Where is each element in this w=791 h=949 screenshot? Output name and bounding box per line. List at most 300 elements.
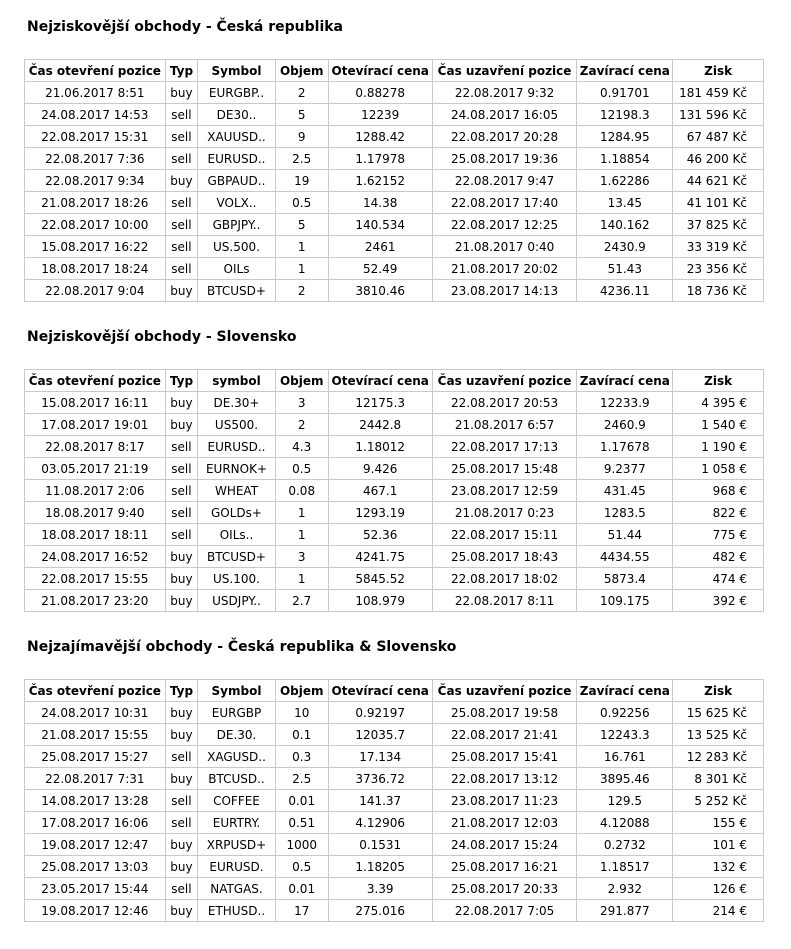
cell-close-time: 22.08.2017 8:11: [432, 590, 577, 612]
cell-open-price: 1.62152: [328, 170, 432, 192]
cell-open-time: 24.08.2017 10:31: [25, 702, 166, 724]
cell-volume: 3: [275, 392, 328, 414]
cell-close-price: 1.18854: [577, 148, 673, 170]
column-header-close-time: Čas uzavření pozice: [432, 680, 577, 702]
cell-volume: 1: [275, 524, 328, 546]
cell-close-price: 1.18517: [577, 856, 673, 878]
cell-open-price: 2442.8: [328, 414, 432, 436]
cell-close-price: 51.44: [577, 524, 673, 546]
cell-open-time: 22.08.2017 9:04: [25, 280, 166, 302]
cell-type: sell: [165, 436, 198, 458]
cell-symbol: GBPJPY..: [198, 214, 275, 236]
cell-type: sell: [165, 104, 198, 126]
cell-volume: 17: [275, 900, 328, 922]
cell-volume: 0.3: [275, 746, 328, 768]
cell-volume: 1000: [275, 834, 328, 856]
cell-profit: 4 395 €: [673, 392, 764, 414]
cell-open-price: 4.12906: [328, 812, 432, 834]
cell-symbol: BTCUSD..: [198, 768, 275, 790]
cell-volume: 19: [275, 170, 328, 192]
column-header-symbol: Symbol: [198, 60, 275, 82]
cell-type: sell: [165, 790, 198, 812]
cell-close-price: 291.877: [577, 900, 673, 922]
cell-open-price: 12239: [328, 104, 432, 126]
table-row: [25, 170, 764, 192]
cell-symbol: OILs..: [198, 524, 275, 546]
cell-volume: 2.5: [275, 768, 328, 790]
cell-open-time: 14.08.2017 13:28: [25, 790, 166, 812]
cell-profit: 968 €: [673, 480, 764, 502]
cell-open-time: 21.08.2017 18:26: [25, 192, 166, 214]
column-header-type: Typ: [165, 60, 198, 82]
table-row: [25, 546, 764, 568]
column-header-symbol: Symbol: [198, 680, 275, 702]
cell-profit: 822 €: [673, 502, 764, 524]
table-header-row: [25, 370, 764, 392]
cell-volume: 2.7: [275, 590, 328, 612]
cell-open-time: 22.08.2017 10:00: [25, 214, 166, 236]
trades-table: [24, 59, 764, 302]
cell-close-price: 4.12088: [577, 812, 673, 834]
cell-symbol: COFFEE: [198, 790, 275, 812]
cell-symbol: GOLDs+: [198, 502, 275, 524]
cell-profit: 5 252 Kč: [673, 790, 764, 812]
table-row: [25, 126, 764, 148]
column-header-close-price: Zavírací cena: [577, 60, 673, 82]
table-row: [25, 258, 764, 280]
cell-type: sell: [165, 812, 198, 834]
cell-open-time: 23.05.2017 15:44: [25, 878, 166, 900]
cell-open-time: 15.08.2017 16:22: [25, 236, 166, 258]
cell-volume: 0.1: [275, 724, 328, 746]
cell-open-time: 15.08.2017 16:11: [25, 392, 166, 414]
table-row: [25, 214, 764, 236]
cell-type: buy: [165, 82, 198, 104]
cell-type: sell: [165, 192, 198, 214]
column-header-profit: Zisk: [673, 60, 764, 82]
cell-volume: 0.08: [275, 480, 328, 502]
cell-symbol: US500.: [198, 414, 275, 436]
cell-profit: 775 €: [673, 524, 764, 546]
cell-open-price: 1288.42: [328, 126, 432, 148]
cell-open-time: 17.08.2017 16:06: [25, 812, 166, 834]
trades-table: [24, 679, 764, 922]
table-header-row: [25, 60, 764, 82]
column-header-close-time: Čas uzavření pozice: [432, 60, 577, 82]
cell-symbol: WHEAT: [198, 480, 275, 502]
table-row: [25, 236, 764, 258]
cell-open-time: 21.08.2017 15:55: [25, 724, 166, 746]
cell-open-price: 1.17978: [328, 148, 432, 170]
cell-symbol: US.100.: [198, 568, 275, 590]
cell-symbol: US.500.: [198, 236, 275, 258]
cell-close-time: 21.08.2017 0:23: [432, 502, 577, 524]
cell-open-price: 52.49: [328, 258, 432, 280]
cell-close-price: 2.932: [577, 878, 673, 900]
cell-profit: 1 540 €: [673, 414, 764, 436]
cell-open-time: 22.08.2017 7:31: [25, 768, 166, 790]
cell-close-time: 25.08.2017 18:43: [432, 546, 577, 568]
cell-close-time: 23.08.2017 11:23: [432, 790, 577, 812]
cell-type: buy: [165, 724, 198, 746]
cell-close-price: 9.2377: [577, 458, 673, 480]
cell-profit: 44 621 Kč: [673, 170, 764, 192]
table-row: [25, 724, 764, 746]
cell-open-time: 22.08.2017 15:55: [25, 568, 166, 590]
cell-close-time: 22.08.2017 9:32: [432, 82, 577, 104]
cell-close-price: 12233.9: [577, 392, 673, 414]
cell-open-price: 1.18012: [328, 436, 432, 458]
column-header-open-price: Otevírací cena: [328, 680, 432, 702]
table-row: [25, 414, 764, 436]
table-row: [25, 590, 764, 612]
cell-open-price: 141.37: [328, 790, 432, 812]
cell-volume: 0.01: [275, 790, 328, 812]
cell-close-time: 25.08.2017 20:33: [432, 878, 577, 900]
table-row: [25, 702, 764, 724]
table-row: [25, 790, 764, 812]
column-header-profit: Zisk: [673, 370, 764, 392]
cell-profit: 214 €: [673, 900, 764, 922]
cell-type: buy: [165, 392, 198, 414]
table-row: [25, 768, 764, 790]
column-header-close-time: Čas uzavření pozice: [432, 370, 577, 392]
cell-open-price: 3736.72: [328, 768, 432, 790]
cell-symbol: VOLX..: [198, 192, 275, 214]
cell-open-price: 140.534: [328, 214, 432, 236]
cell-type: sell: [165, 524, 198, 546]
cell-open-time: 22.08.2017 9:34: [25, 170, 166, 192]
cell-close-time: 21.08.2017 0:40: [432, 236, 577, 258]
cell-close-price: 2460.9: [577, 414, 673, 436]
cell-type: sell: [165, 502, 198, 524]
cell-volume: 1: [275, 568, 328, 590]
cell-profit: 8 301 Kč: [673, 768, 764, 790]
cell-type: buy: [165, 568, 198, 590]
cell-close-time: 22.08.2017 13:12: [432, 768, 577, 790]
cell-open-price: 275.016: [328, 900, 432, 922]
cell-volume: 0.51: [275, 812, 328, 834]
cell-open-price: 5845.52: [328, 568, 432, 590]
cell-profit: 392 €: [673, 590, 764, 612]
cell-volume: 2: [275, 414, 328, 436]
table-row: [25, 524, 764, 546]
cell-profit: 23 356 Kč: [673, 258, 764, 280]
cell-type: buy: [165, 702, 198, 724]
column-header-volume: Objem: [275, 370, 328, 392]
cell-symbol: EURGBP: [198, 702, 275, 724]
cell-close-time: 25.08.2017 16:21: [432, 856, 577, 878]
table-row: [25, 458, 764, 480]
cell-open-price: 0.92197: [328, 702, 432, 724]
trades-table: [24, 369, 764, 612]
cell-close-price: 431.45: [577, 480, 673, 502]
cell-volume: 10: [275, 702, 328, 724]
cell-profit: 13 525 Kč: [673, 724, 764, 746]
column-header-open-price: Otevírací cena: [328, 60, 432, 82]
cell-open-price: 1293.19: [328, 502, 432, 524]
cell-close-time: 25.08.2017 15:48: [432, 458, 577, 480]
table-row: [25, 436, 764, 458]
column-header-profit: Zisk: [673, 680, 764, 702]
cell-symbol: EURTRY.: [198, 812, 275, 834]
cell-close-time: 22.08.2017 18:02: [432, 568, 577, 590]
cell-symbol: OILs: [198, 258, 275, 280]
cell-type: buy: [165, 170, 198, 192]
cell-profit: 33 319 Kč: [673, 236, 764, 258]
table-row: [25, 878, 764, 900]
cell-open-price: 1.18205: [328, 856, 432, 878]
cell-volume: 2.5: [275, 148, 328, 170]
cell-profit: 46 200 Kč: [673, 148, 764, 170]
cell-volume: 0.5: [275, 856, 328, 878]
cell-symbol: DE.30+: [198, 392, 275, 414]
cell-close-time: 22.08.2017 17:40: [432, 192, 577, 214]
column-header-open-time: Čas otevření pozice: [25, 60, 166, 82]
cell-close-price: 140.162: [577, 214, 673, 236]
cell-type: buy: [165, 414, 198, 436]
cell-open-price: 12035.7: [328, 724, 432, 746]
cell-close-price: 109.175: [577, 590, 673, 612]
cell-close-price: 1283.5: [577, 502, 673, 524]
cell-close-time: 22.08.2017 17:13: [432, 436, 577, 458]
cell-close-price: 2430.9: [577, 236, 673, 258]
column-header-volume: Objem: [275, 60, 328, 82]
cell-close-price: 5873.4: [577, 568, 673, 590]
cell-close-time: 21.08.2017 6:57: [432, 414, 577, 436]
cell-open-time: 18.08.2017 9:40: [25, 502, 166, 524]
cell-close-price: 1.62286: [577, 170, 673, 192]
table-row: [25, 148, 764, 170]
cell-open-time: 11.08.2017 2:06: [25, 480, 166, 502]
cell-symbol: USDJPY..: [198, 590, 275, 612]
cell-symbol: NATGAS.: [198, 878, 275, 900]
cell-type: sell: [165, 746, 198, 768]
table-row: [25, 900, 764, 922]
cell-type: buy: [165, 768, 198, 790]
cell-close-price: 13.45: [577, 192, 673, 214]
cell-profit: 181 459 Kč: [673, 82, 764, 104]
cell-symbol: GBPAUD..: [198, 170, 275, 192]
cell-open-price: 3.39: [328, 878, 432, 900]
cell-close-time: 22.08.2017 21:41: [432, 724, 577, 746]
cell-symbol: BTCUSD+: [198, 280, 275, 302]
cell-profit: 101 €: [673, 834, 764, 856]
table-row: [25, 834, 764, 856]
cell-symbol: EURUSD.: [198, 856, 275, 878]
cell-open-price: 108.979: [328, 590, 432, 612]
column-header-open-price: Otevírací cena: [328, 370, 432, 392]
column-header-type: Typ: [165, 680, 198, 702]
cell-open-price: 12175.3: [328, 392, 432, 414]
cell-type: buy: [165, 546, 198, 568]
cell-open-time: 17.08.2017 19:01: [25, 414, 166, 436]
cell-close-price: 1284.95: [577, 126, 673, 148]
cell-profit: 155 €: [673, 812, 764, 834]
cell-close-price: 0.92256: [577, 702, 673, 724]
cell-open-price: 2461: [328, 236, 432, 258]
cell-open-price: 0.1531: [328, 834, 432, 856]
cell-open-time: 22.08.2017 7:36: [25, 148, 166, 170]
cell-open-price: 4241.75: [328, 546, 432, 568]
cell-close-price: 51.43: [577, 258, 673, 280]
cell-profit: 67 487 Kč: [673, 126, 764, 148]
table-row: [25, 280, 764, 302]
cell-open-time: 22.08.2017 8:17: [25, 436, 166, 458]
cell-profit: 41 101 Kč: [673, 192, 764, 214]
cell-open-time: 25.08.2017 13:03: [25, 856, 166, 878]
cell-open-time: 03.05.2017 21:19: [25, 458, 166, 480]
cell-symbol: EURNOK+: [198, 458, 275, 480]
cell-type: buy: [165, 280, 198, 302]
cell-type: sell: [165, 236, 198, 258]
cell-symbol: XRPUSD+: [198, 834, 275, 856]
column-header-close-price: Zavírací cena: [577, 680, 673, 702]
cell-close-time: 23.08.2017 12:59: [432, 480, 577, 502]
cell-close-time: 24.08.2017 16:05: [432, 104, 577, 126]
section-title: Nejziskovější obchody - Slovensko: [27, 329, 297, 345]
table-row: [25, 392, 764, 414]
cell-symbol: EURUSD..: [198, 148, 275, 170]
cell-open-price: 0.88278: [328, 82, 432, 104]
cell-close-time: 22.08.2017 20:53: [432, 392, 577, 414]
cell-close-time: 21.08.2017 20:02: [432, 258, 577, 280]
cell-profit: 15 625 Kč: [673, 702, 764, 724]
section-title: Nejziskovější obchody - Česká republika: [27, 19, 343, 35]
cell-volume: 3: [275, 546, 328, 568]
cell-symbol: XAGUSD..: [198, 746, 275, 768]
cell-open-time: 18.08.2017 18:11: [25, 524, 166, 546]
table-row: [25, 812, 764, 834]
cell-volume: 1: [275, 502, 328, 524]
column-header-close-price: Zavírací cena: [577, 370, 673, 392]
cell-volume: 4.3: [275, 436, 328, 458]
cell-symbol: DE30..: [198, 104, 275, 126]
cell-open-time: 18.08.2017 18:24: [25, 258, 166, 280]
table-row: [25, 746, 764, 768]
cell-volume: 5: [275, 214, 328, 236]
cell-close-price: 0.2732: [577, 834, 673, 856]
cell-open-price: 9.426: [328, 458, 432, 480]
table-row: [25, 192, 764, 214]
cell-symbol: EURGBP..: [198, 82, 275, 104]
cell-open-price: 467.1: [328, 480, 432, 502]
cell-open-time: 22.08.2017 15:31: [25, 126, 166, 148]
cell-type: buy: [165, 856, 198, 878]
cell-type: sell: [165, 878, 198, 900]
cell-open-time: 24.08.2017 16:52: [25, 546, 166, 568]
cell-close-price: 16.761: [577, 746, 673, 768]
cell-open-price: 17.134: [328, 746, 432, 768]
cell-close-time: 25.08.2017 15:41: [432, 746, 577, 768]
cell-open-price: 14.38: [328, 192, 432, 214]
cell-symbol: XAUUSD..: [198, 126, 275, 148]
cell-volume: 2: [275, 82, 328, 104]
cell-open-time: 25.08.2017 15:27: [25, 746, 166, 768]
table-row: [25, 856, 764, 878]
cell-symbol: EURUSD..: [198, 436, 275, 458]
cell-close-time: 24.08.2017 15:24: [432, 834, 577, 856]
cell-type: sell: [165, 126, 198, 148]
cell-profit: 474 €: [673, 568, 764, 590]
cell-open-time: 19.08.2017 12:46: [25, 900, 166, 922]
cell-volume: 1: [275, 236, 328, 258]
cell-volume: 9: [275, 126, 328, 148]
cell-type: buy: [165, 834, 198, 856]
cell-close-time: 22.08.2017 15:11: [432, 524, 577, 546]
cell-close-time: 22.08.2017 9:47: [432, 170, 577, 192]
cell-volume: 0.5: [275, 192, 328, 214]
cell-profit: 1 190 €: [673, 436, 764, 458]
cell-symbol: DE.30.: [198, 724, 275, 746]
cell-type: buy: [165, 590, 198, 612]
cell-profit: 126 €: [673, 878, 764, 900]
column-header-open-time: Čas otevření pozice: [25, 680, 166, 702]
cell-type: sell: [165, 214, 198, 236]
cell-open-price: 52.36: [328, 524, 432, 546]
cell-volume: 5: [275, 104, 328, 126]
table-row: [25, 82, 764, 104]
table-row: [25, 502, 764, 524]
cell-volume: 0.5: [275, 458, 328, 480]
table-header-row: [25, 680, 764, 702]
section-title: Nejzajímavější obchody - Česká republika & Slovensko: [27, 639, 457, 655]
cell-volume: 2: [275, 280, 328, 302]
cell-close-time: 22.08.2017 20:28: [432, 126, 577, 148]
cell-symbol: BTCUSD+: [198, 546, 275, 568]
cell-profit: 37 825 Kč: [673, 214, 764, 236]
cell-open-time: 24.08.2017 14:53: [25, 104, 166, 126]
column-header-type: Typ: [165, 370, 198, 392]
cell-close-time: 25.08.2017 19:36: [432, 148, 577, 170]
cell-open-time: 21.06.2017 8:51: [25, 82, 166, 104]
cell-close-price: 3895.46: [577, 768, 673, 790]
cell-close-time: 25.08.2017 19:58: [432, 702, 577, 724]
cell-close-time: 22.08.2017 7:05: [432, 900, 577, 922]
table-row: [25, 104, 764, 126]
cell-close-price: 0.91701: [577, 82, 673, 104]
cell-volume: 0.01: [275, 878, 328, 900]
cell-type: buy: [165, 900, 198, 922]
cell-profit: 18 736 Kč: [673, 280, 764, 302]
cell-close-price: 12198.3: [577, 104, 673, 126]
cell-close-price: 4434.55: [577, 546, 673, 568]
cell-profit: 482 €: [673, 546, 764, 568]
cell-close-time: 23.08.2017 14:13: [432, 280, 577, 302]
cell-open-time: 19.08.2017 12:47: [25, 834, 166, 856]
table-row: [25, 480, 764, 502]
cell-type: sell: [165, 258, 198, 280]
cell-volume: 1: [275, 258, 328, 280]
cell-close-time: 22.08.2017 12:25: [432, 214, 577, 236]
column-header-volume: Objem: [275, 680, 328, 702]
cell-profit: 12 283 Kč: [673, 746, 764, 768]
cell-profit: 1 058 €: [673, 458, 764, 480]
table-row: [25, 568, 764, 590]
cell-close-price: 1.17678: [577, 436, 673, 458]
cell-type: sell: [165, 148, 198, 170]
cell-open-price: 3810.46: [328, 280, 432, 302]
cell-close-price: 12243.3: [577, 724, 673, 746]
cell-type: sell: [165, 480, 198, 502]
cell-close-price: 4236.11: [577, 280, 673, 302]
cell-type: sell: [165, 458, 198, 480]
cell-close-price: 129.5: [577, 790, 673, 812]
cell-open-time: 21.08.2017 23:20: [25, 590, 166, 612]
cell-symbol: ETHUSD..: [198, 900, 275, 922]
cell-profit: 132 €: [673, 856, 764, 878]
cell-profit: 131 596 Kč: [673, 104, 764, 126]
